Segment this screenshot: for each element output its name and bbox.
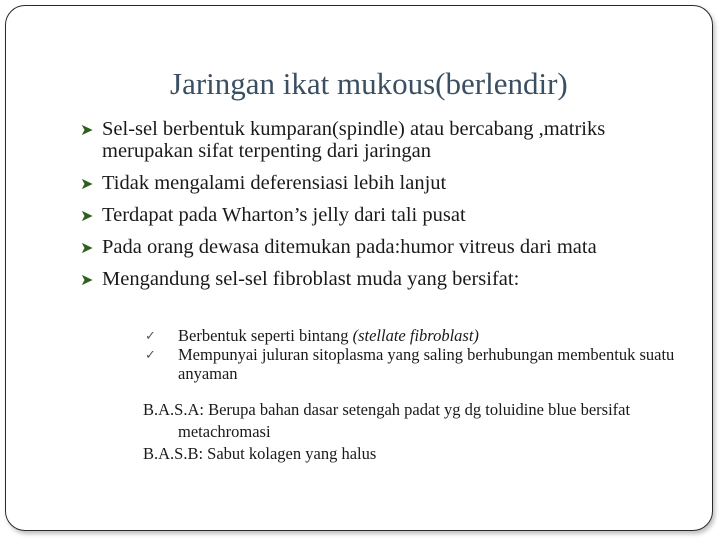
checkmark-icon: ✓ [145, 347, 156, 362]
checkmark-icon: ✓ [145, 328, 156, 343]
list-item: ➤ Sel-sel berbentuk kumparan(spindle) atau bercabang ,matriks merupakan sifat terpenting dari jaringan [80, 118, 606, 162]
list-item: ➤ Tidak mengalami deferensiasi lebih lanjut [80, 172, 447, 194]
slide-title: Jaringan ikat mukous(berlendir) [170, 66, 568, 101]
sub-list-item: ✓ Mempunyai juluran sitoplasma yang saling berhubungan membentuk suatu anyaman [145, 345, 675, 383]
arrow-bullet-icon: ➤ [80, 122, 94, 139]
sub-bullet-list [145, 326, 705, 383]
arrow-bullet-icon: ➤ [80, 176, 94, 193]
arrow-bullet-icon: ➤ [80, 272, 94, 289]
list-item: ➤ Terdapat pada Wharton’s jelly dari tali pusat [80, 204, 466, 226]
bullet-list [80, 118, 690, 300]
list-item: ➤ Pada orang dewasa ditemukan pada:humor vitreus dari mata [80, 236, 597, 258]
bas-notes [143, 399, 708, 465]
bas-a-line: B.A.S.A: Berupa bahan dasar setengah padat yg dg toluidine blue bersifat metachromasi [143, 400, 631, 441]
arrow-bullet-icon: ➤ [80, 240, 94, 257]
list-item: ➤ Mengandung sel-sel fibroblast muda yang bersifat: [80, 268, 520, 290]
bas-b-line: B.A.S.B: Sabut kolagen yang halus [143, 444, 377, 463]
arrow-bullet-icon: ➤ [80, 208, 94, 225]
sub-list-item: ✓ Berbentuk seperti bintang (stellate fibroblast) [145, 326, 479, 345]
